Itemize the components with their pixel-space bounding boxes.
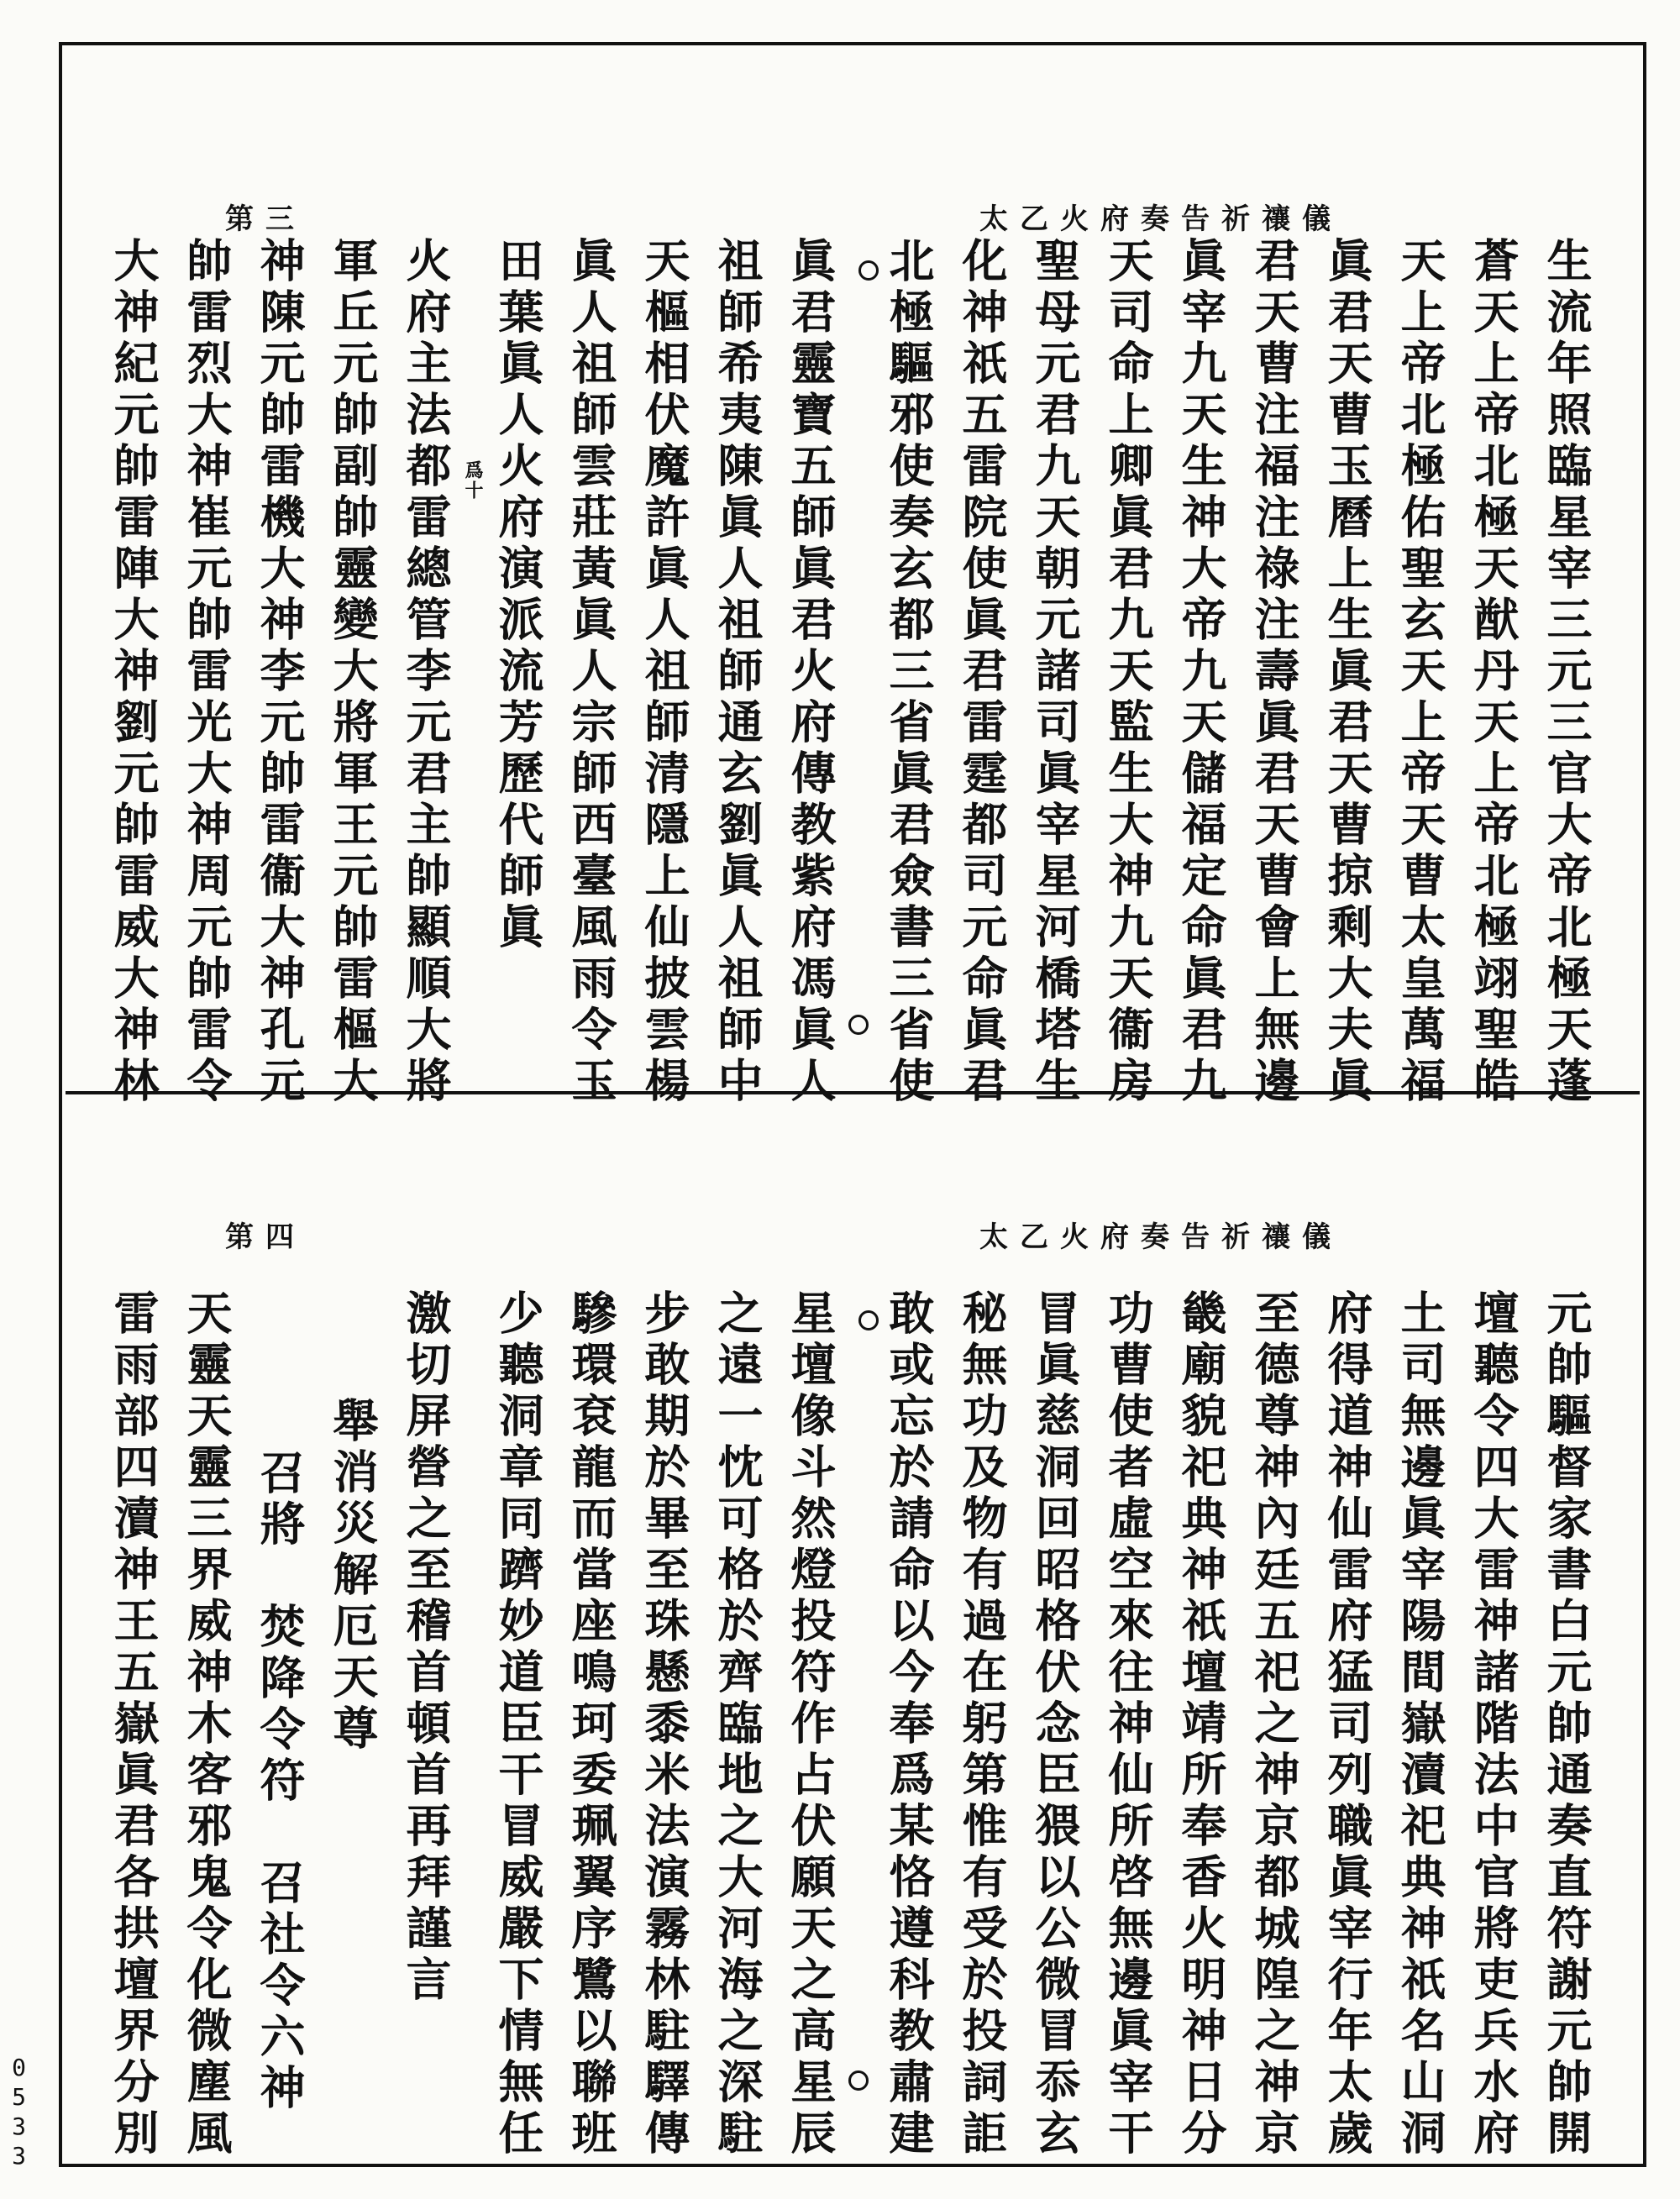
top-column: 聖母元君九天朝元諸司眞宰星河橋塔生 bbox=[1028, 237, 1082, 1108]
top-column: 大神紀元帥雷陣大神劉元帥雷威大神林 bbox=[107, 237, 160, 1108]
bottom-column: 之遠一忱可格於齊臨地之大河海之深駐 bbox=[711, 1289, 764, 2160]
top-column: 火府主法都雷總管李元君主帥顯順大將 bbox=[399, 237, 453, 1108]
bottom-column: 秘無功及物有過在躬第惟有受於投詞詎 bbox=[955, 1289, 1009, 2160]
top-column: 軍丘元帥副帥靈變大將軍王元帥雷樞大 bbox=[326, 237, 380, 1108]
top-column: 君天曹注福注祿注壽眞君天曹會上無邊 bbox=[1247, 237, 1301, 1108]
top-column: 化神祇五雷院使眞君雷霆都司元命眞君 bbox=[955, 237, 1009, 1108]
top-column: 天司命上卿眞君九天監生大神九天衞房 bbox=[1101, 237, 1155, 1108]
bottom-column: 敢或忘於請命以今奉爲某恪遵科教肅建 bbox=[882, 1289, 936, 2160]
circle-mark bbox=[858, 260, 879, 281]
bottom-column: 府得道神仙雷府猛司列職眞宰行年太歲 bbox=[1320, 1289, 1374, 2160]
top-column: 神陳元帥雷機大神李元帥雷衞大神孔元 bbox=[253, 237, 307, 1108]
top-column: 帥雷烈大神崔元帥雷光大神周元帥雷令 bbox=[180, 237, 234, 1108]
top-header-title: 太乙火府奏告祈禳儀 bbox=[979, 202, 1342, 236]
top-column: 天上帝北極佑聖玄天上帝天曹太皇萬福 bbox=[1394, 237, 1447, 1108]
top-column: 眞宰九天生神大帝九天儲福定命眞君九 bbox=[1174, 237, 1228, 1108]
bottom-column: 天靈天靈三界威神木客邪鬼令化微塵風 bbox=[180, 1289, 234, 2160]
bottom-column: 畿廟貌祀典神祇壇靖所奉香火明神日分 bbox=[1174, 1289, 1228, 2160]
top-column: 眞人祖師雲莊黃眞人宗師西臺風雨令玉 bbox=[564, 237, 618, 1108]
top-column: 眞君天曹玉曆上生眞君天曹掠剩大夫眞 bbox=[1320, 237, 1374, 1108]
top-column: 眞君靈寶五師眞君火府傳教紫府馮眞人 bbox=[784, 237, 837, 1108]
bottom-column: 至德尊神內廷五祀之神京都城隍之神京 bbox=[1247, 1289, 1301, 2160]
bottom-column-indented: 舉消災解厄天尊 bbox=[326, 1397, 380, 1756]
top-header-page: 第三 bbox=[225, 202, 306, 236]
small-note: 爲十 bbox=[462, 460, 484, 501]
bottom-column: 激切屏營之至稽首頓首再拜謹言 bbox=[399, 1289, 453, 2007]
top-column: 蒼天上帝北極天猷丹天上帝北極翊聖皓 bbox=[1467, 237, 1520, 1108]
bottom-column-indented: 召將 焚降令符 召社令六神 bbox=[253, 1449, 307, 2115]
bottom-column: 元帥驅督家書白元帥通奏直符謝元帥開 bbox=[1540, 1289, 1593, 2160]
bottom-column: 少聽洞章同躋妙道臣干冒威嚴下情無任 bbox=[491, 1289, 545, 2160]
circle-mark bbox=[858, 1310, 879, 1330]
circle-mark bbox=[848, 2070, 869, 2091]
top-column: 天樞相伏魔許眞人祖師清隱上仙披雲楊 bbox=[638, 237, 691, 1108]
bottom-column: 步敢期於畢至珠懸黍米法演霧林駐驛傳 bbox=[638, 1289, 691, 2160]
circle-mark bbox=[848, 1015, 869, 1035]
bottom-column: 雷雨部四瀆神王五嶽眞君各拱壇界分別 bbox=[107, 1289, 160, 2160]
bottom-column: 功曹使者虛空來往神仙所啓無邊眞宰干 bbox=[1101, 1289, 1155, 2160]
bottom-column: 土司無邊眞宰陽間嶽瀆祀典神祇名山洞 bbox=[1394, 1289, 1447, 2160]
top-column: 祖師希夷陳眞人祖師通玄劉眞人祖師中 bbox=[711, 237, 764, 1108]
top-column: 生流年照臨星宰三元三官大帝北極天蓬 bbox=[1540, 237, 1593, 1108]
bottom-header-page: 第四 bbox=[225, 1220, 306, 1254]
top-column: 北極驅邪使奏玄都三省眞君僉書三省使 bbox=[882, 237, 936, 1108]
bottom-column: 冒眞慈洞回昭格伏念臣猥以公微冒忝玄 bbox=[1028, 1289, 1082, 2160]
page-number: 0533 bbox=[5, 2054, 33, 2171]
bottom-header-title: 太乙火府奏告祈禳儀 bbox=[979, 1220, 1342, 1254]
top-column: 田葉眞人火府演派流芳歷代師眞 bbox=[491, 237, 545, 954]
bottom-column: 驂環袞龍而當座鳴珂委珮翼序鷺以聯班 bbox=[564, 1289, 618, 2160]
bottom-column: 星壇像斗然燈投符作占伏願天之高星辰 bbox=[784, 1289, 837, 2160]
bottom-column: 壇聽令四大雷神諸階法中官將吏兵水府 bbox=[1467, 1289, 1520, 2160]
